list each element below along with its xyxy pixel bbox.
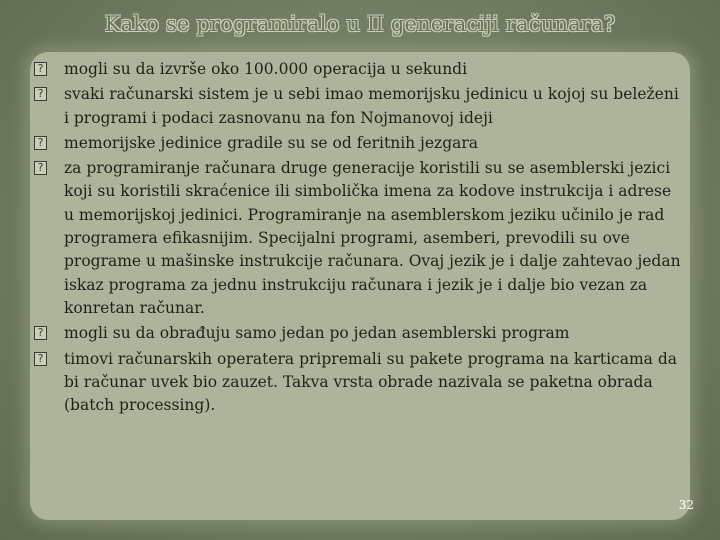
bullet-marker-icon: ? <box>34 161 47 175</box>
bullet-item-ferrite-cores <box>34 132 682 155</box>
bullet-marker-icon: ? <box>34 87 47 101</box>
bullet-item-memory-unit <box>34 83 682 130</box>
bullet-text: svaki računarski sistem je u sebi imao memorijsku jedinicu u kojoj su beleženi i programi i podaci zasnovanu na fon Nojmanovoj ideji <box>64 85 679 127</box>
bullet-item-speed <box>34 58 682 81</box>
bullet-item-batch-processing <box>34 348 682 418</box>
bullet-marker-icon: ? <box>34 352 47 366</box>
bullet-marker-icon: ? <box>34 326 47 340</box>
bullet-text: za programiranje računara druge generacije koristili su se asemblerski jezici koji su koristili skraćenice ili simbolička imena za kodove instrukcija i adrese u memorijskoj jedinici. Programiranje na asemblerskom jeziku učinilo je rad programera efikasnijim. Specijalni programi, asemberi, prevodili su ove programe u mašinske instrukcije računara. Ovaj jezik je i dalje zahtevao jedan iskaz programa za jednu instrukciju računara i jezik je i dalje bio vezan za konretan računar. <box>64 159 681 317</box>
bullet-text: memorijske jedinice gradile su se od feritnih jezgara <box>64 133 479 152</box>
bullet-item-assembly-languages <box>34 157 682 320</box>
bullet-text: timovi računarskih operatera pripremali su pakete programa na karticama da bi računar uvek bio zauzet. Takva vrsta obrade nazivala se paketna obrada (batch processing). <box>64 349 677 415</box>
bullet-marker-icon: ? <box>34 62 47 76</box>
bullet-text: mogli su da izvrše oko 100.000 operacija u sekundi <box>64 60 468 78</box>
bullet-text: mogli su da obrađuju samo jedan po jedan asemblerski program <box>64 324 570 343</box>
bullet-item-single-program <box>34 322 682 345</box>
bullet-list <box>34 58 682 419</box>
bullet-marker-icon: ? <box>34 136 47 150</box>
slide-title: Kako se programiralo u II generaciji računara? <box>104 12 616 36</box>
page-number: 32 <box>678 498 694 512</box>
